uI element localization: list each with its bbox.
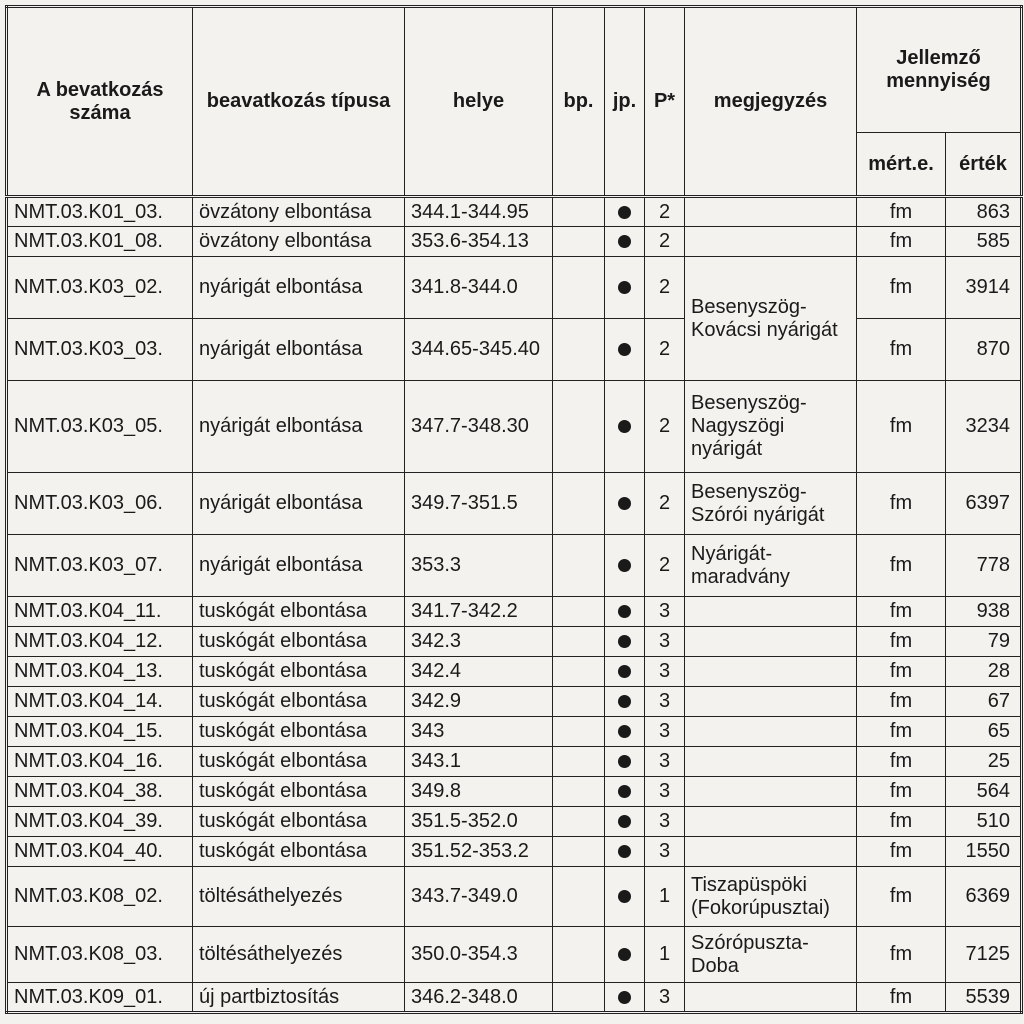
cell-helye: 342.4 <box>405 657 553 687</box>
cell-tipus: tuskógát elbontása <box>193 627 405 657</box>
cell-jp <box>605 319 645 381</box>
cell-megjegyzes <box>685 747 857 777</box>
cell-tipus: tuskógát elbontása <box>193 777 405 807</box>
cell-jp <box>605 777 645 807</box>
cell-p: 3 <box>645 657 685 687</box>
cell-merte: fm <box>857 597 946 627</box>
cell-merte: fm <box>857 381 946 473</box>
table-row <box>7 257 1022 319</box>
cell-bp <box>553 777 605 807</box>
cell-merte: fm <box>857 807 946 837</box>
cell-ertek: 510 <box>946 807 1022 837</box>
cell-tipus: töltésáthelyezés <box>193 867 405 927</box>
cell-szam: NMT.03.K04_38. <box>7 777 193 807</box>
cell-merte: fm <box>857 627 946 657</box>
cell-merte: fm <box>857 657 946 687</box>
cell-megjegyzes <box>685 983 857 1013</box>
cell-bp <box>553 227 605 257</box>
cell-megjegyzes: Besenyszög-Nagyszögi nyárigát <box>685 381 857 473</box>
cell-bp <box>553 535 605 597</box>
cell-megjegyzes <box>685 837 857 867</box>
cell-szam: NMT.03.K04_16. <box>7 747 193 777</box>
bullet-dot-icon <box>618 635 631 648</box>
cell-ertek: 564 <box>946 777 1022 807</box>
cell-bp <box>553 807 605 837</box>
table-row <box>7 687 1022 717</box>
header-szam: A bevatkozás száma <box>7 7 193 197</box>
cell-helye: 343.1 <box>405 747 553 777</box>
cell-helye: 343 <box>405 717 553 747</box>
cell-tipus: tuskógát elbontása <box>193 657 405 687</box>
cell-tipus: tuskógát elbontása <box>193 747 405 777</box>
bullet-dot-icon <box>618 725 631 738</box>
header-tipus: beavatkozás típusa <box>193 7 405 197</box>
table-row <box>7 597 1022 627</box>
cell-tipus: nyárigát elbontása <box>193 473 405 535</box>
cell-p: 3 <box>645 983 685 1013</box>
cell-megjegyzes <box>685 777 857 807</box>
cell-jp <box>605 983 645 1013</box>
cell-megjegyzes <box>685 197 857 227</box>
cell-tipus: övzátony elbontása <box>193 227 405 257</box>
cell-bp <box>553 837 605 867</box>
cell-ertek: 863 <box>946 197 1022 227</box>
cell-ertek: 870 <box>946 319 1022 381</box>
table-row <box>7 319 1022 381</box>
cell-szam: NMT.03.K04_14. <box>7 687 193 717</box>
bullet-dot-icon <box>618 281 631 294</box>
cell-helye: 351.52-353.2 <box>405 837 553 867</box>
table-row <box>7 717 1022 747</box>
cell-bp <box>553 597 605 627</box>
cell-ertek: 25 <box>946 747 1022 777</box>
cell-merte: fm <box>857 227 946 257</box>
cell-ertek: 3234 <box>946 381 1022 473</box>
cell-tipus: tuskógát elbontása <box>193 687 405 717</box>
cell-p: 2 <box>645 473 685 535</box>
cell-ertek: 778 <box>946 535 1022 597</box>
cell-megjegyzes: Nyárigát-maradvány <box>685 535 857 597</box>
cell-p: 2 <box>645 257 685 319</box>
cell-bp <box>553 381 605 473</box>
cell-bp <box>553 257 605 319</box>
table-row <box>7 927 1022 983</box>
bullet-dot-icon <box>618 605 631 618</box>
cell-helye: 346.2-348.0 <box>405 983 553 1013</box>
bullet-dot-icon <box>618 420 631 433</box>
cell-helye: 353.3 <box>405 535 553 597</box>
cell-helye: 349.7-351.5 <box>405 473 553 535</box>
header-p: P* <box>645 7 685 197</box>
cell-bp <box>553 197 605 227</box>
cell-p: 2 <box>645 227 685 257</box>
cell-szam: NMT.03.K03_03. <box>7 319 193 381</box>
cell-p: 3 <box>645 777 685 807</box>
cell-megjegyzes: Besenyszög-Szórói nyárigát <box>685 473 857 535</box>
header-helye: helye <box>405 7 553 197</box>
cell-jp <box>605 257 645 319</box>
cell-ertek: 65 <box>946 717 1022 747</box>
header-jellemzo: Jellemző mennyiség <box>857 7 1022 133</box>
cell-szam: NMT.03.K04_15. <box>7 717 193 747</box>
bullet-dot-icon <box>618 235 631 248</box>
bullet-dot-icon <box>618 845 631 858</box>
table-row <box>7 777 1022 807</box>
cell-tipus: tuskógát elbontása <box>193 717 405 747</box>
cell-tipus: tuskógát elbontása <box>193 837 405 867</box>
cell-szam: NMT.03.K04_40. <box>7 837 193 867</box>
table-row <box>7 657 1022 687</box>
bullet-dot-icon <box>618 695 631 708</box>
cell-merte: fm <box>857 687 946 717</box>
cell-helye: 350.0-354.3 <box>405 927 553 983</box>
cell-merte: fm <box>857 927 946 983</box>
cell-helye: 342.3 <box>405 627 553 657</box>
table-row <box>7 227 1022 257</box>
cell-jp <box>605 473 645 535</box>
cell-tipus: új partbiztosítás <box>193 983 405 1013</box>
table-row <box>7 535 1022 597</box>
table-row <box>7 837 1022 867</box>
cell-helye: 344.65-345.40 <box>405 319 553 381</box>
cell-helye: 351.5-352.0 <box>405 807 553 837</box>
header-ertek: érték <box>946 133 1022 197</box>
cell-p: 1 <box>645 927 685 983</box>
cell-szam: NMT.03.K04_39. <box>7 807 193 837</box>
table-row <box>7 747 1022 777</box>
cell-merte: fm <box>857 717 946 747</box>
cell-tipus: töltésáthelyezés <box>193 927 405 983</box>
cell-megjegyzes <box>685 657 857 687</box>
cell-merte: fm <box>857 747 946 777</box>
table-row <box>7 381 1022 473</box>
cell-szam: NMT.03.K08_02. <box>7 867 193 927</box>
cell-p: 2 <box>645 319 685 381</box>
cell-megjegyzes <box>685 227 857 257</box>
cell-merte: fm <box>857 837 946 867</box>
cell-helye: 353.6-354.13 <box>405 227 553 257</box>
cell-helye: 349.8 <box>405 777 553 807</box>
cell-ertek: 3914 <box>946 257 1022 319</box>
cell-merte: fm <box>857 777 946 807</box>
cell-jp <box>605 807 645 837</box>
cell-tipus: nyárigát elbontása <box>193 535 405 597</box>
table-row <box>7 197 1022 227</box>
cell-bp <box>553 657 605 687</box>
cell-helye: 341.7-342.2 <box>405 597 553 627</box>
cell-helye: 342.9 <box>405 687 553 717</box>
cell-megjegyzes: Szórópuszta-Doba <box>685 927 857 983</box>
cell-szam: NMT.03.K04_13. <box>7 657 193 687</box>
table-row <box>7 867 1022 927</box>
cell-merte: fm <box>857 535 946 597</box>
cell-szam: NMT.03.K04_11. <box>7 597 193 627</box>
cell-ertek: 67 <box>946 687 1022 717</box>
cell-helye: 347.7-348.30 <box>405 381 553 473</box>
cell-ertek: 585 <box>946 227 1022 257</box>
bullet-dot-icon <box>618 755 631 768</box>
cell-jp <box>605 381 645 473</box>
cell-tipus: tuskógát elbontása <box>193 807 405 837</box>
cell-p: 3 <box>645 597 685 627</box>
cell-jp <box>605 837 645 867</box>
cell-megjegyzes <box>685 687 857 717</box>
cell-tipus: nyárigát elbontása <box>193 257 405 319</box>
bullet-dot-icon <box>618 497 631 510</box>
cell-merte: fm <box>857 319 946 381</box>
header-jp: jp. <box>605 7 645 197</box>
cell-jp <box>605 687 645 717</box>
cell-jp <box>605 657 645 687</box>
cell-szam: NMT.03.K03_07. <box>7 535 193 597</box>
cell-ertek: 7125 <box>946 927 1022 983</box>
cell-p: 1 <box>645 867 685 927</box>
cell-ertek: 938 <box>946 597 1022 627</box>
intervention-table <box>5 5 1023 1014</box>
cell-p: 2 <box>645 381 685 473</box>
cell-merte: fm <box>857 983 946 1013</box>
cell-bp <box>553 687 605 717</box>
cell-szam: NMT.03.K09_01. <box>7 983 193 1013</box>
cell-ertek: 79 <box>946 627 1022 657</box>
bullet-dot-icon <box>618 559 631 572</box>
table-row <box>7 807 1022 837</box>
bullet-dot-icon <box>618 948 631 961</box>
cell-jp <box>605 627 645 657</box>
cell-p: 3 <box>645 717 685 747</box>
cell-szam: NMT.03.K04_12. <box>7 627 193 657</box>
cell-bp <box>553 867 605 927</box>
cell-ertek: 28 <box>946 657 1022 687</box>
cell-bp <box>553 717 605 747</box>
bullet-dot-icon <box>618 206 631 219</box>
cell-szam: NMT.03.K01_03. <box>7 197 193 227</box>
table-row <box>7 473 1022 535</box>
cell-megjegyzes: Tiszapüspöki (Fokorúpusztai) <box>685 867 857 927</box>
cell-p: 2 <box>645 535 685 597</box>
cell-tipus: tuskógát elbontása <box>193 597 405 627</box>
cell-p: 3 <box>645 627 685 657</box>
cell-tipus: nyárigát elbontása <box>193 319 405 381</box>
cell-jp <box>605 717 645 747</box>
bullet-dot-icon <box>618 343 631 356</box>
cell-bp <box>553 747 605 777</box>
table-row <box>7 983 1022 1013</box>
cell-p: 3 <box>645 837 685 867</box>
cell-bp <box>553 627 605 657</box>
document-page <box>5 5 1020 1008</box>
cell-megjegyzes <box>685 597 857 627</box>
cell-helye: 344.1-344.95 <box>405 197 553 227</box>
cell-p: 3 <box>645 687 685 717</box>
cell-helye: 341.8-344.0 <box>405 257 553 319</box>
header-merte: mért.e. <box>857 133 946 197</box>
bullet-dot-icon <box>618 785 631 798</box>
cell-merte: fm <box>857 867 946 927</box>
cell-szam: NMT.03.K03_05. <box>7 381 193 473</box>
cell-szam: NMT.03.K08_03. <box>7 927 193 983</box>
cell-megjegyzes <box>685 717 857 747</box>
bullet-dot-icon <box>618 815 631 828</box>
cell-jp <box>605 197 645 227</box>
cell-p: 2 <box>645 197 685 227</box>
table-row <box>7 627 1022 657</box>
cell-jp <box>605 867 645 927</box>
cell-ertek: 6397 <box>946 473 1022 535</box>
cell-jp <box>605 227 645 257</box>
cell-bp <box>553 473 605 535</box>
cell-bp <box>553 983 605 1013</box>
cell-merte: fm <box>857 257 946 319</box>
bullet-dot-icon <box>618 890 631 903</box>
cell-jp <box>605 597 645 627</box>
table-body <box>7 197 1022 1013</box>
bullet-dot-icon <box>618 991 631 1004</box>
bullet-dot-icon <box>618 665 631 678</box>
cell-merte: fm <box>857 197 946 227</box>
cell-merte: fm <box>857 473 946 535</box>
header-megjegyzes: megjegyzés <box>685 7 857 197</box>
cell-jp <box>605 927 645 983</box>
cell-bp <box>553 319 605 381</box>
cell-bp <box>553 927 605 983</box>
cell-ertek: 5539 <box>946 983 1022 1013</box>
cell-helye: 343.7-349.0 <box>405 867 553 927</box>
cell-jp <box>605 747 645 777</box>
cell-p: 3 <box>645 747 685 777</box>
cell-megjegyzes <box>685 807 857 837</box>
cell-ertek: 6369 <box>946 867 1022 927</box>
header-bp: bp. <box>553 7 605 197</box>
cell-tipus: nyárigát elbontása <box>193 381 405 473</box>
cell-szam: NMT.03.K03_02. <box>7 257 193 319</box>
cell-p: 3 <box>645 807 685 837</box>
cell-megjegyzes: Besenyszög-Kovácsi nyárigát <box>685 257 857 381</box>
cell-jp <box>605 535 645 597</box>
cell-tipus: övzátony elbontása <box>193 197 405 227</box>
cell-szam: NMT.03.K03_06. <box>7 473 193 535</box>
cell-szam: NMT.03.K01_08. <box>7 227 193 257</box>
cell-megjegyzes <box>685 627 857 657</box>
cell-ertek: 1550 <box>946 837 1022 867</box>
